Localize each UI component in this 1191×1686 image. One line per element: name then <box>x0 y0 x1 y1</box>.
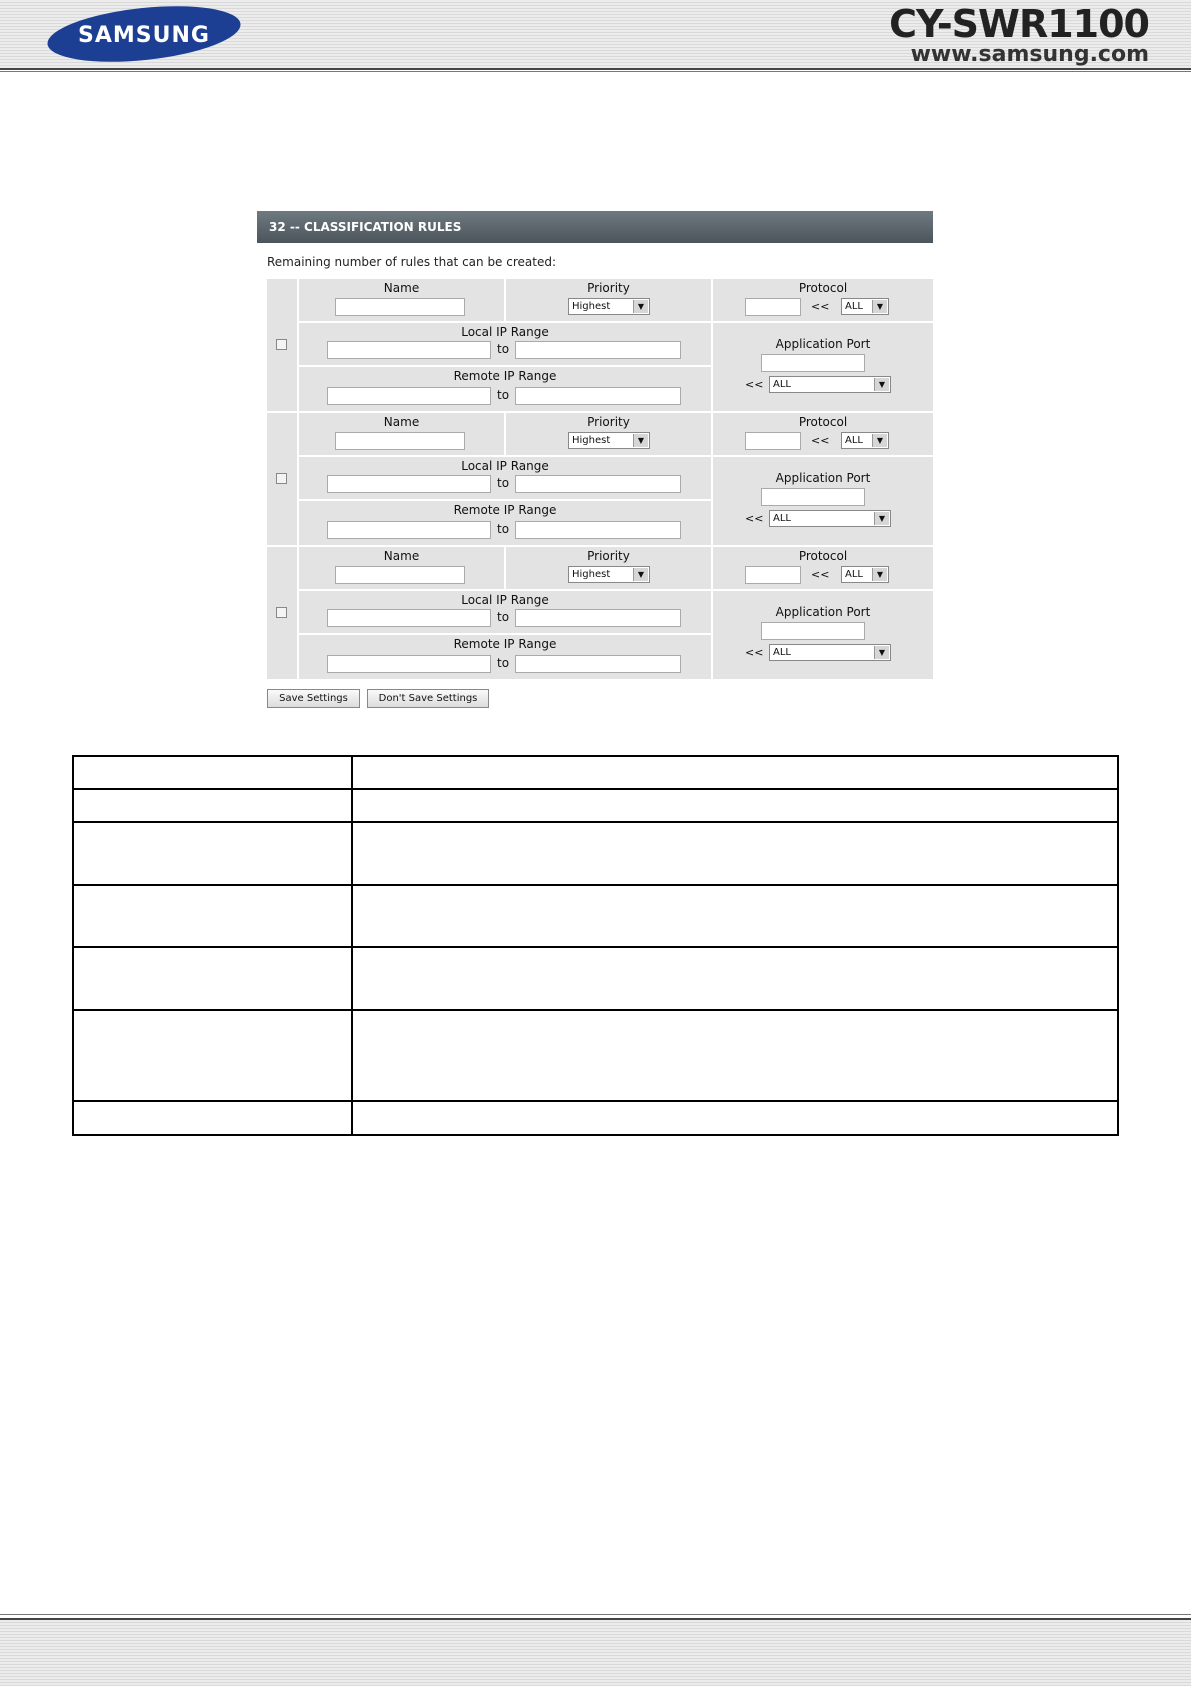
remote-ip-end-input[interactable] <box>515 387 681 405</box>
table-row <box>73 822 1118 885</box>
chevron-down-icon: ▼ <box>633 434 648 447</box>
model-name: CY-SWR1100 <box>889 2 1149 46</box>
chevron-down-icon: ▼ <box>872 300 887 313</box>
samsung-logo <box>44 4 244 64</box>
app-port-cell <box>713 591 933 679</box>
save-settings-button[interactable]: Save Settings <box>267 689 360 708</box>
protocol-arrows: << <box>811 568 830 581</box>
protocol-select[interactable] <box>841 432 889 449</box>
name-input[interactable] <box>335 298 465 316</box>
classification-rule <box>267 413 933 545</box>
table-cell-term <box>73 756 352 789</box>
panel-title: 32 -- CLASSIFICATION RULES <box>257 211 933 243</box>
table-cell-description <box>352 822 1118 885</box>
rule-enable-cell <box>267 413 297 545</box>
table-cell-term <box>73 1010 352 1101</box>
app-port-arrows: << <box>745 512 764 525</box>
dont-save-settings-button[interactable]: Don't Save Settings <box>367 689 489 708</box>
remote-ip-to-label: to <box>497 522 510 536</box>
local-ip-cell <box>299 323 711 365</box>
priority-cell <box>506 547 711 589</box>
protocol-label: Protocol <box>798 415 848 429</box>
priority-value: Highest <box>572 301 611 312</box>
rule-enable-checkbox[interactable] <box>276 473 287 484</box>
name-cell <box>299 279 504 321</box>
svg-text:SAMSUNG: SAMSUNG <box>78 23 210 48</box>
chevron-down-icon: ▼ <box>633 300 648 313</box>
app-port-cell <box>713 323 933 411</box>
classification-rule <box>267 547 933 679</box>
app-port-select[interactable] <box>769 376 891 393</box>
app-port-input[interactable] <box>761 622 865 640</box>
protocol-select[interactable] <box>841 298 889 315</box>
app-port-arrows: << <box>745 646 764 659</box>
protocol-cell <box>713 547 933 589</box>
protocol-arrows: << <box>811 434 830 447</box>
table-row <box>73 756 1118 789</box>
table-cell-description <box>352 789 1118 822</box>
protocol-arrows: << <box>811 300 830 313</box>
app-port-cell <box>713 457 933 545</box>
priority-select[interactable] <box>568 566 650 583</box>
name-input[interactable] <box>335 566 465 584</box>
chevron-down-icon: ▼ <box>874 512 889 525</box>
table-row <box>73 885 1118 947</box>
table-row <box>73 789 1118 822</box>
protocol-label: Protocol <box>798 549 848 563</box>
app-port-value: ALL <box>773 513 791 524</box>
priority-label: Priority <box>587 281 630 295</box>
remote-ip-end-input[interactable] <box>515 655 681 673</box>
priority-label: Priority <box>587 549 630 563</box>
rules-list <box>267 279 933 681</box>
app-port-label: Application Port <box>775 337 871 351</box>
remote-ip-label: Remote IP Range <box>453 637 557 651</box>
name-label: Name <box>383 281 420 295</box>
protocol-value: ALL <box>845 569 863 580</box>
remote-ip-cell <box>299 635 711 679</box>
remote-ip-to-label: to <box>497 656 510 670</box>
remote-ip-cell <box>299 367 711 411</box>
app-port-value: ALL <box>773 647 791 658</box>
description-table <box>72 755 1119 1136</box>
priority-select[interactable] <box>568 298 650 315</box>
protocol-input[interactable] <box>745 566 801 584</box>
priority-value: Highest <box>572 569 611 580</box>
classification-rules-panel <box>257 211 933 716</box>
table-row <box>73 947 1118 1010</box>
chevron-down-icon: ▼ <box>633 568 648 581</box>
rule-enable-cell <box>267 547 297 679</box>
rule-enable-checkbox[interactable] <box>276 339 287 350</box>
rule-enable-cell <box>267 279 297 411</box>
table-cell-description <box>352 1010 1118 1101</box>
rule-enable-checkbox[interactable] <box>276 607 287 618</box>
remaining-rules-label: Remaining number of rules that can be created: <box>267 255 557 269</box>
model-info <box>889 4 1149 66</box>
priority-cell <box>506 279 711 321</box>
page-footer <box>0 1618 1191 1686</box>
priority-cell <box>506 413 711 455</box>
remote-ip-to-label: to <box>497 388 510 402</box>
app-port-input[interactable] <box>761 354 865 372</box>
protocol-input[interactable] <box>745 432 801 450</box>
priority-value: Highest <box>572 435 611 446</box>
app-port-label: Application Port <box>775 471 871 485</box>
table-cell-term <box>73 789 352 822</box>
local-ip-cell <box>299 591 711 633</box>
page-header <box>0 0 1191 70</box>
table-cell-term <box>73 947 352 1010</box>
table-cell-description <box>352 947 1118 1010</box>
name-label: Name <box>383 549 420 563</box>
app-port-select[interactable] <box>769 644 891 661</box>
remote-ip-end-input[interactable] <box>515 521 681 539</box>
classification-rule <box>267 279 933 411</box>
model-url: www.samsung.com <box>910 42 1149 67</box>
remote-ip-label: Remote IP Range <box>453 369 557 383</box>
table-cell-description <box>352 885 1118 947</box>
local-ip-label: Local IP Range <box>461 459 549 473</box>
protocol-value: ALL <box>845 435 863 446</box>
remote-ip-start-input[interactable] <box>327 655 491 673</box>
table-cell-term <box>73 1101 352 1135</box>
chevron-down-icon: ▼ <box>872 568 887 581</box>
footer-divider <box>0 1614 1191 1615</box>
local-ip-cell <box>299 457 711 499</box>
protocol-input[interactable] <box>745 298 801 316</box>
name-cell <box>299 547 504 589</box>
local-ip-start-input[interactable] <box>327 341 491 359</box>
local-ip-end-input[interactable] <box>515 609 681 627</box>
remote-ip-start-input[interactable] <box>327 387 491 405</box>
chevron-down-icon: ▼ <box>872 434 887 447</box>
local-ip-to-label: to <box>497 610 510 624</box>
remote-ip-start-input[interactable] <box>327 521 491 539</box>
name-cell <box>299 413 504 455</box>
name-label: Name <box>383 415 420 429</box>
app-port-label: Application Port <box>775 605 871 619</box>
local-ip-to-label: to <box>497 476 510 490</box>
chevron-down-icon: ▼ <box>874 378 889 391</box>
protocol-label: Protocol <box>798 281 848 295</box>
local-ip-label: Local IP Range <box>461 325 549 339</box>
local-ip-end-input[interactable] <box>515 341 681 359</box>
local-ip-start-input[interactable] <box>327 475 491 493</box>
priority-label: Priority <box>587 415 630 429</box>
app-port-arrows: << <box>745 378 764 391</box>
remote-ip-cell <box>299 501 711 545</box>
table-row <box>73 1010 1118 1101</box>
table-cell-term <box>73 822 352 885</box>
protocol-value: ALL <box>845 301 863 312</box>
local-ip-to-label: to <box>497 342 510 356</box>
app-port-select[interactable] <box>769 510 891 527</box>
header-divider <box>0 71 1191 72</box>
local-ip-start-input[interactable] <box>327 609 491 627</box>
remote-ip-label: Remote IP Range <box>453 503 557 517</box>
table-cell-term <box>73 885 352 947</box>
app-port-value: ALL <box>773 379 791 390</box>
table-row <box>73 1101 1118 1135</box>
priority-select[interactable] <box>568 432 650 449</box>
protocol-cell <box>713 279 933 321</box>
name-input[interactable] <box>335 432 465 450</box>
table-cell-description <box>352 756 1118 789</box>
protocol-cell <box>713 413 933 455</box>
local-ip-label: Local IP Range <box>461 593 549 607</box>
app-port-input[interactable] <box>761 488 865 506</box>
chevron-down-icon: ▼ <box>874 646 889 659</box>
table-cell-description <box>352 1101 1118 1135</box>
protocol-select[interactable] <box>841 566 889 583</box>
local-ip-end-input[interactable] <box>515 475 681 493</box>
